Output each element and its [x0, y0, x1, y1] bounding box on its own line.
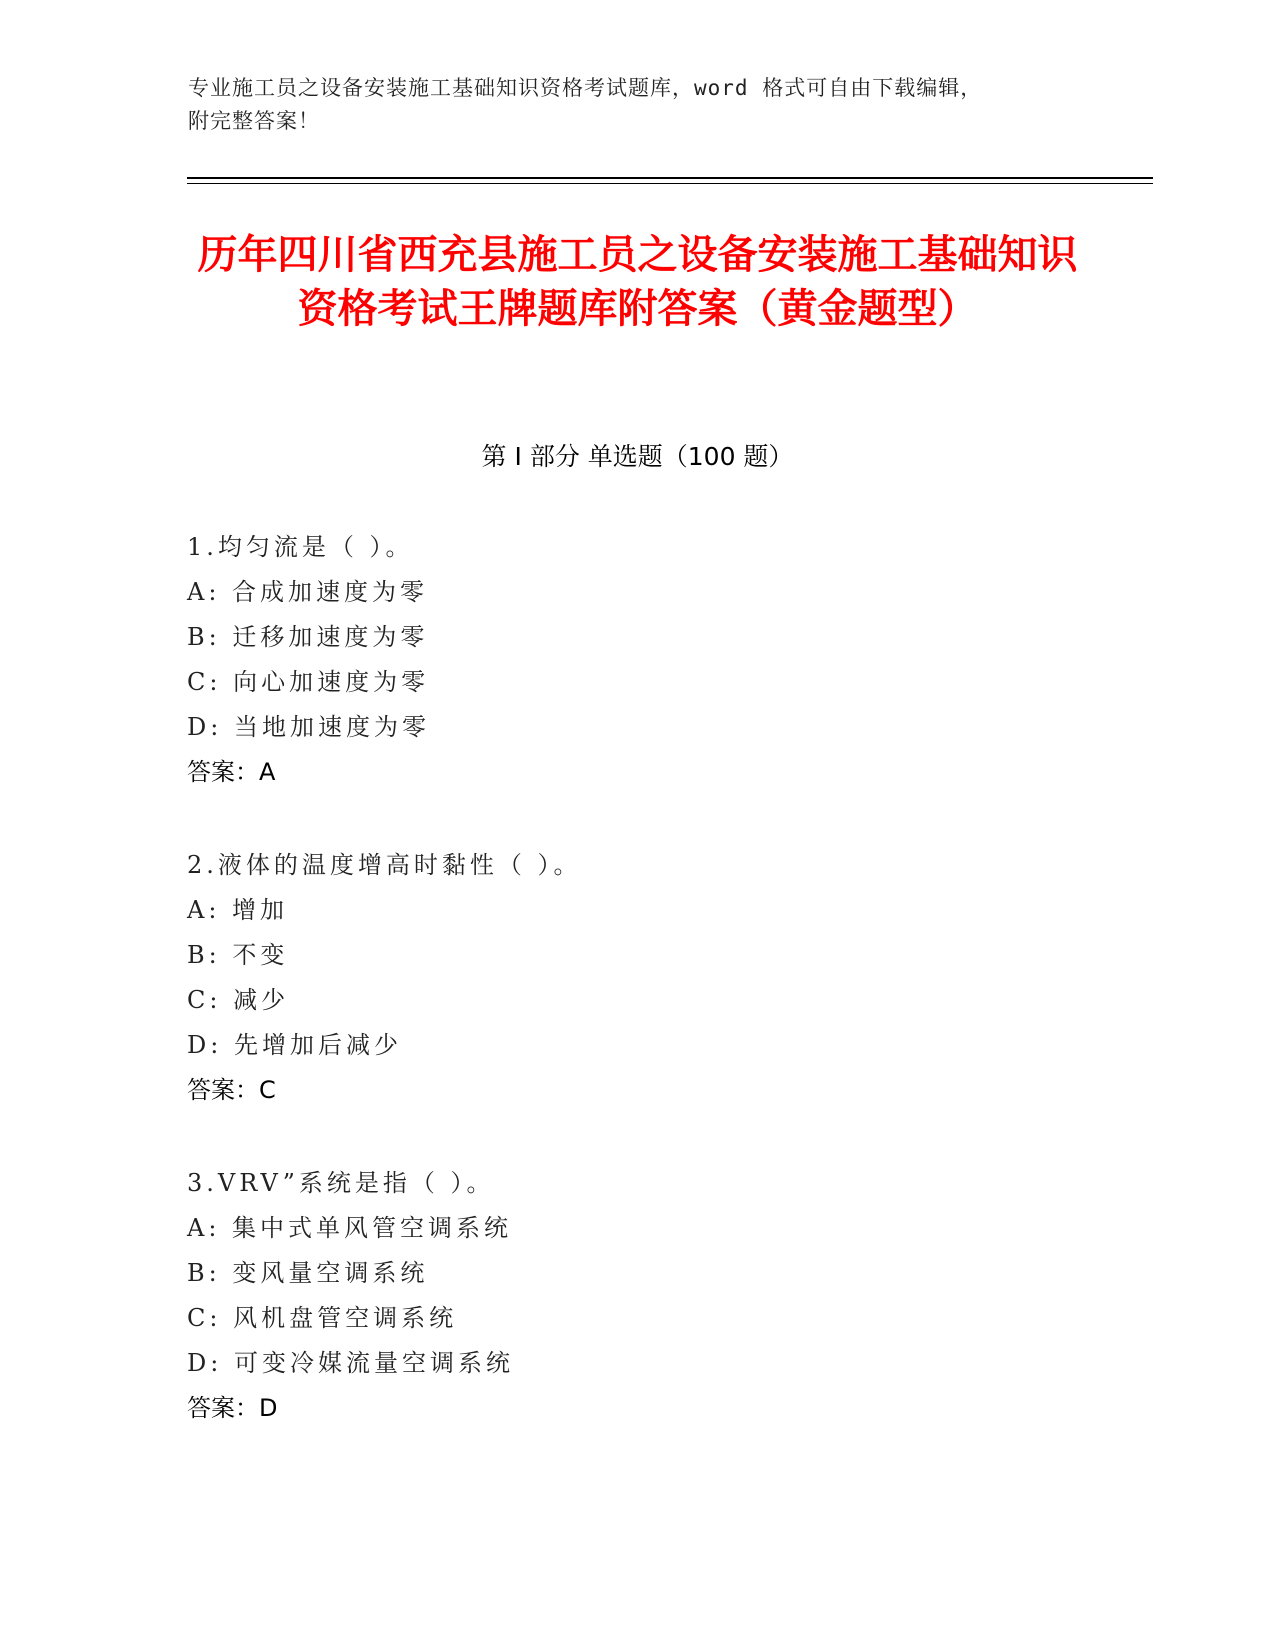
option-d: D: 可变冷媒流量空调系统 — [187, 1349, 514, 1377]
option-b: B: 变风量空调系统 — [187, 1259, 429, 1287]
question-block — [187, 1161, 1087, 1431]
answer-line: 答案：C — [187, 1076, 276, 1104]
question-block — [187, 525, 1087, 795]
question-stem: 2.液体的温度增高时黏性（ ）。 — [187, 851, 582, 879]
section-heading: 第 I 部分 单选题（100 题） — [481, 442, 794, 471]
option-b: B: 迁移加速度为零 — [187, 623, 429, 651]
option-a: A: 集中式单风管空调系统 — [187, 1214, 513, 1242]
question-stem: 3.VRV”系统是指（ ）。 — [187, 1169, 495, 1197]
header-divider-thin — [187, 183, 1153, 184]
document-title: 历年四川省西充县施工员之设备安装施工基础知识资格考试王牌题库附答案（黄金题型） — [197, 232, 1078, 332]
option-d: D: 当地加速度为零 — [187, 713, 430, 741]
document-header-note — [188, 72, 1088, 138]
option-c: C: 向心加速度为零 — [187, 668, 430, 696]
option-d: D: 先增加后减少 — [187, 1031, 402, 1059]
option-c: C: 减少 — [187, 986, 290, 1014]
question-stem: 1.均匀流是（ ）。 — [187, 533, 414, 561]
option-a: A: 合成加速度为零 — [187, 578, 429, 606]
question-block — [187, 843, 1087, 1113]
option-c: C: 风机盘管空调系统 — [187, 1304, 458, 1332]
answer-line: 答案：A — [187, 758, 276, 786]
option-a: A: 增加 — [187, 896, 289, 924]
header-divider-thick — [187, 177, 1153, 179]
option-b: B: 不变 — [187, 941, 289, 969]
answer-line: 答案：D — [187, 1394, 278, 1422]
header-note-line-2: 附完整答案！ — [188, 109, 320, 133]
header-note-line-1: 专业施工员之设备安装施工基础知识资格考试题库，word 格式可自由下载编辑， — [188, 76, 983, 100]
